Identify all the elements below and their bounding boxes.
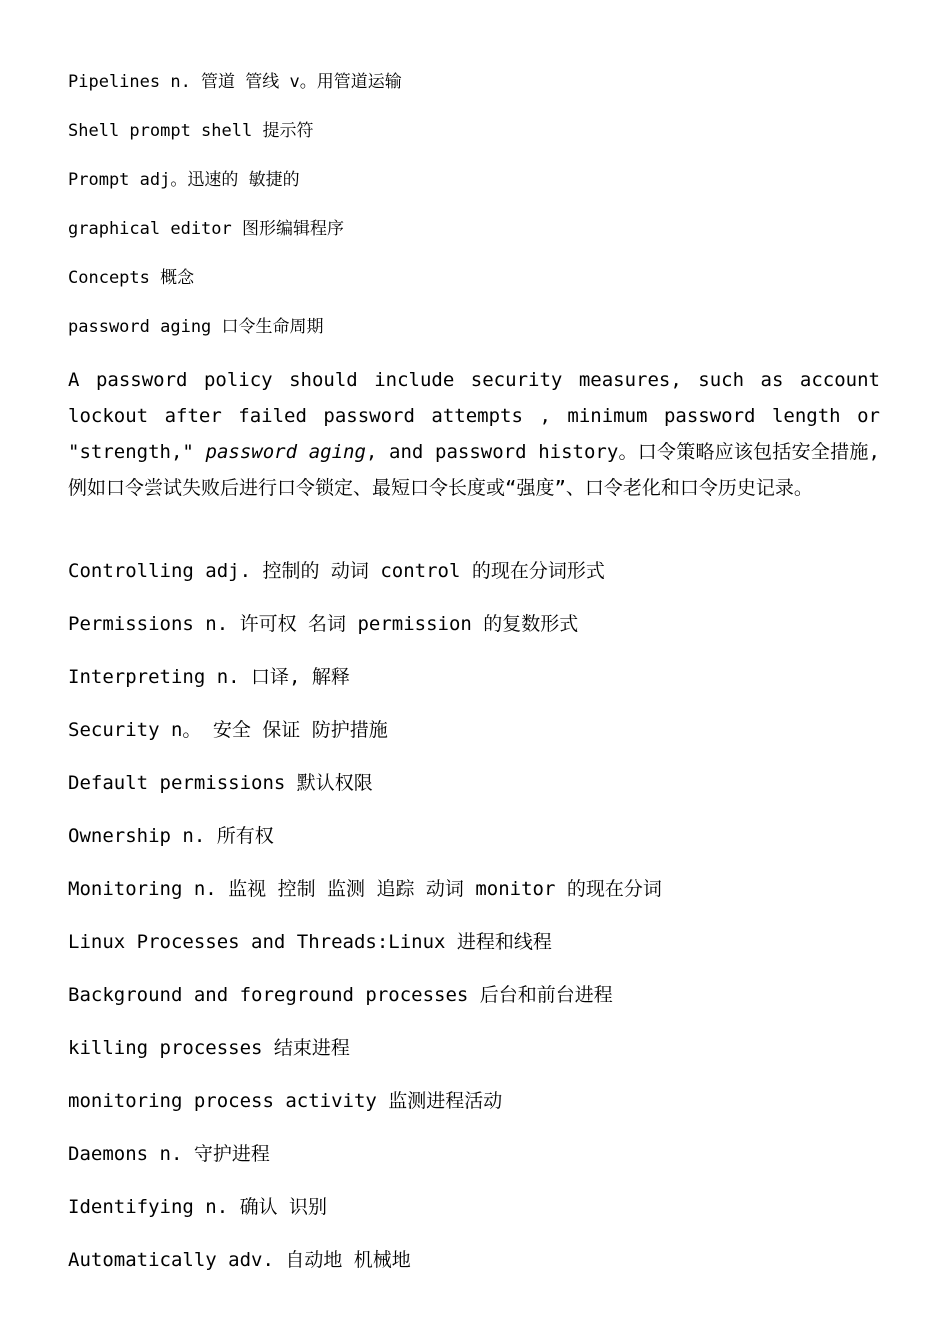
- vocab-entry-daemons: Daemons n. 守护进程: [68, 1143, 270, 1165]
- vocab-entry-shell-prompt: Shell prompt shell 提示符: [68, 121, 314, 141]
- paragraph-italic-term: password aging: [205, 441, 366, 463]
- vocab-entry-default-permissions: Default permissions 默认权限: [68, 772, 373, 794]
- vocab-entry-monitoring-activity: monitoring process activity 监测进程活动: [68, 1090, 503, 1112]
- paragraph-text-part1: A password policy should include security measures, such as account lockout after failed password attempts , minimum password length or "strength,": [68, 369, 880, 463]
- vocab-entry-ownership: Ownership n. 所有权: [68, 825, 274, 847]
- vocab-entry-background-foreground: Background and foreground processes 后台和前台进程: [68, 984, 613, 1006]
- vocab-entry-controlling: Controlling adj. 控制的 动词 control 的现在分词形式: [68, 560, 605, 582]
- vocab-entry-password-aging: password aging 口令生命周期: [68, 317, 324, 337]
- vocab-entry-interpreting: Interpreting n. 口译, 解释: [68, 666, 350, 688]
- vocab-entry-identifying: Identifying n. 确认 识别: [68, 1196, 328, 1218]
- vocab-entry-permissions: Permissions n. 许可权 名词 permission 的复数形式: [68, 613, 579, 635]
- vocab-entry-linux-processes: Linux Processes and Threads:Linux 进程和线程: [68, 931, 552, 953]
- vocab-entry-automatically: Automatically adv. 自动地 机械地: [68, 1249, 411, 1271]
- vocab-entry-graphical-editor: graphical editor 图形编辑程序: [68, 219, 344, 239]
- vocab-entry-pipelines: Pipelines n. 管道 管线 v。用管道运输: [68, 72, 402, 92]
- vocab-entry-monitoring: Monitoring n. 监视 控制 监测 追踪 动词 monitor 的现在分词: [68, 878, 662, 900]
- vocab-entry-prompt: Prompt adj。迅速的 敏捷的: [68, 170, 300, 190]
- paragraph-text-part2: , and password history。口令策略应该包括安全措施,例如口令尝试失败后进行口令锁定、最短口令长度或“强度”、口令老化和口令历史记录。: [68, 441, 880, 499]
- vocab-entry-killing-processes: killing processes 结束进程: [68, 1037, 350, 1059]
- vocab-entry-concepts: Concepts 概念: [68, 268, 195, 288]
- vocab-entry-security: Security n。 安全 保证 防护措施: [68, 719, 388, 741]
- password-policy-paragraph: [68, 362, 880, 506]
